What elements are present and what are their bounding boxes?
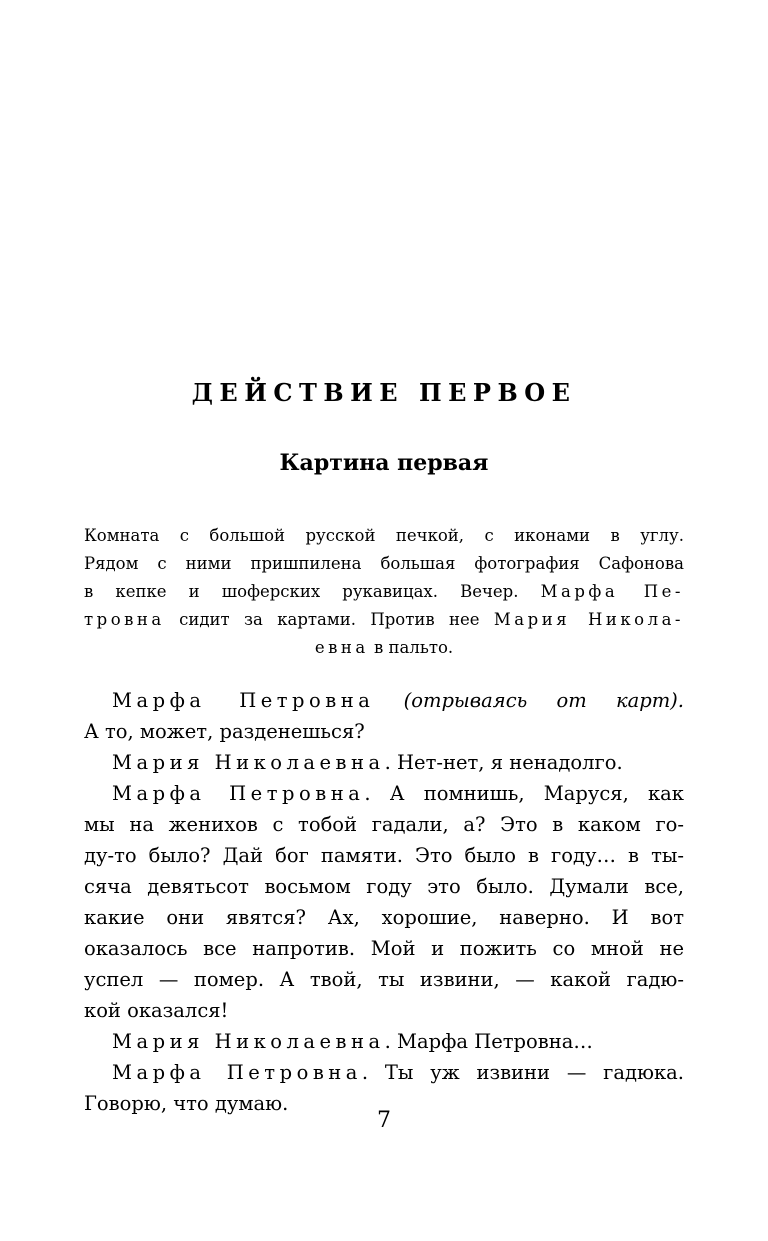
character-name: Мария Никола- — [493, 610, 684, 629]
stage-text: в пальто. — [374, 638, 454, 657]
stage-line: Комната с большой русской печкой, с иконами в углу. — [84, 526, 684, 545]
speech: . Нет-нет, я ненадолго. — [384, 751, 623, 774]
dialogue-line: успел — помер. А твой, ты извини, — какой гадю- — [84, 968, 684, 991]
character-name: Марфа Пе- — [540, 582, 685, 601]
speaker-name: Мария Николаевна — [112, 751, 385, 774]
character-name: тровна — [84, 610, 165, 629]
speech: . Ты уж извини — гадюка. — [361, 1061, 684, 1084]
speaker-name: Марфа Петровна — [112, 689, 375, 712]
stage-line — [84, 634, 684, 662]
dialogue-line: кой оказался! — [84, 999, 229, 1022]
scene-heading: Картина первая — [279, 450, 489, 476]
act-heading: ДЕЙСТВИЕ ПЕРВОЕ — [191, 378, 577, 407]
speaker-name: Мария Николаевна — [112, 1030, 385, 1053]
dialogue-line: сяча девятьсот восьмом году это было. Думали все, — [84, 875, 684, 898]
stage-direction — [84, 522, 684, 662]
stage-text: в кепке и шоферских рукавицах. Вечер. — [84, 582, 519, 601]
dialogue-line: оказалось все напротив. Мой и пожить со мной не — [84, 937, 684, 960]
stage-text: сидит за картами. Против нее — [179, 610, 480, 629]
dialogue-line — [84, 685, 684, 716]
dialogue-line: мы на женихов с тобой гадали, а? Это в каком го- — [84, 813, 684, 836]
speaker-name: Марфа Петровна — [112, 782, 365, 805]
dialogue-line — [84, 747, 684, 778]
stage-line: Рядом с ними пришпилена большая фотография Сафонова — [84, 554, 684, 573]
speech: . Марфа Петровна… — [384, 1030, 593, 1053]
dialogue-line — [84, 1026, 684, 1057]
page-number: 7 — [377, 1108, 391, 1133]
dialogue — [84, 685, 684, 1119]
stage-line — [84, 578, 684, 606]
stage-line — [84, 606, 684, 634]
dialogue-line — [84, 778, 684, 809]
dialogue-line — [84, 1057, 684, 1088]
dialogue-line: А то, может, разденешься? — [84, 720, 365, 743]
speech: . А помнишь, Маруся, как — [364, 782, 684, 805]
remark: (отрываясь от карт). — [403, 689, 684, 712]
character-name: евна — [314, 638, 369, 657]
dialogue-line: какие они явятся? Ах, хорошие, наверно. И вот — [84, 906, 684, 929]
speaker-name: Марфа Петровна — [112, 1061, 362, 1084]
dialogue-line: Говорю, что думаю. — [84, 1092, 289, 1115]
dialogue-line: ду-то было? Дай бог памяти. Это было в году… в ты- — [84, 844, 684, 867]
